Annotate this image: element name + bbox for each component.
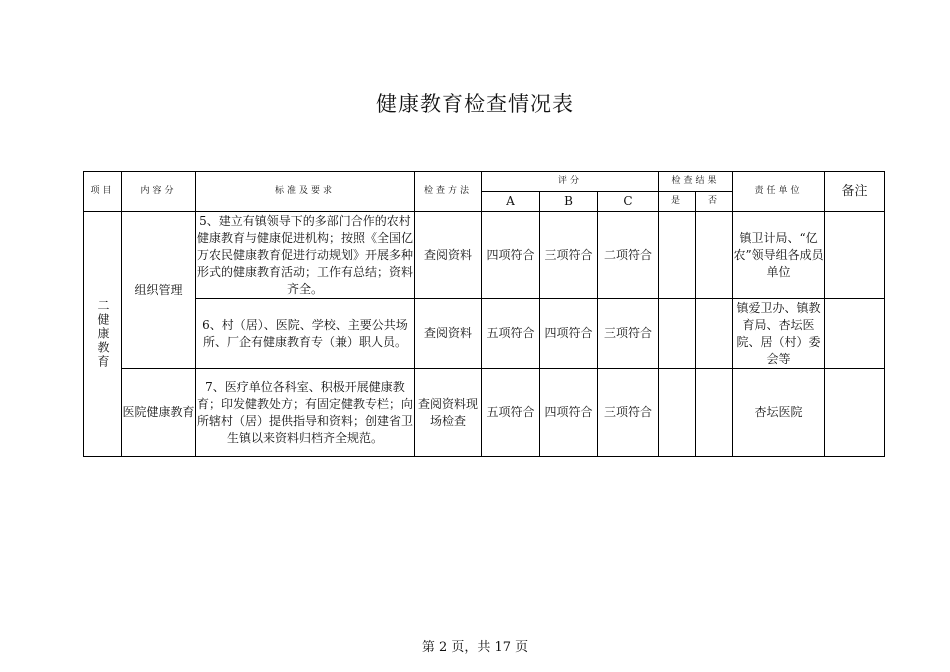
header-result: 检查结果 xyxy=(659,172,733,192)
header-responsible: 责任单位 xyxy=(733,172,825,212)
header-remarks: 备注 xyxy=(825,172,885,212)
grade-c-cell: 二项符合 xyxy=(598,212,659,299)
result-yes-cell xyxy=(659,212,696,299)
grade-b-cell: 四项符合 xyxy=(540,299,598,369)
remarks-cell xyxy=(825,369,885,457)
header-result-2: 否 xyxy=(696,192,733,212)
method-cell: 查阅资料现场检查 xyxy=(415,369,482,457)
standard-cell: 5、建立有镇领导下的多部门合作的农村健康教育与健康促进机构；按照《全国亿万农民健康教育促进行动规划》开展多种形式的健康教育活动；工作有总结；资料齐全。 xyxy=(196,212,415,299)
page-title: 健康教育检查情况表 xyxy=(376,92,574,116)
grade-b-cell: 四项符合 xyxy=(540,369,598,457)
responsible-cell: 镇卫计局、“亿农”领导组各成员单位 xyxy=(733,212,825,299)
standard-cell: 6、村（居）、医院、学校、主要公共场所、厂企有健康教育专（兼）职人员。 xyxy=(196,299,415,369)
grade-a-cell: 五项符合 xyxy=(482,299,540,369)
header-item: 内容分 xyxy=(122,172,196,212)
method-cell: 查阅资料 xyxy=(415,299,482,369)
result-yes-cell xyxy=(659,299,696,369)
page-footer: 第 2 页，共 17 页 xyxy=(421,640,529,655)
grade-c-cell: 三项符合 xyxy=(598,369,659,457)
header-grade-a: A xyxy=(482,192,540,212)
result-no-cell xyxy=(696,299,733,369)
header-row-1 xyxy=(84,172,885,192)
group-name-cell: 医院健康教育 xyxy=(122,369,196,457)
header-method: 检查方法 xyxy=(415,172,482,212)
result-yes-cell xyxy=(659,369,696,457)
result-no-cell xyxy=(696,212,733,299)
grade-a-cell: 四项符合 xyxy=(482,212,540,299)
grade-a-cell: 五项符合 xyxy=(482,369,540,457)
responsible-cell: 杏坛医院 xyxy=(733,369,825,457)
category-cell: 二健康教育 xyxy=(84,212,122,457)
grade-b-cell: 三项符合 xyxy=(540,212,598,299)
table-row xyxy=(84,369,885,457)
header-grade-b: B xyxy=(540,192,598,212)
header-category: 项目 xyxy=(84,172,122,212)
header-grade: 评分 xyxy=(482,172,659,192)
remarks-cell xyxy=(825,299,885,369)
result-no-cell xyxy=(696,369,733,457)
table-row xyxy=(84,299,885,369)
group-name-cell: 组织管理 xyxy=(122,212,196,369)
inspection-table xyxy=(83,171,885,457)
header-standard: 标准及要求 xyxy=(196,172,415,212)
responsible-cell: 镇爱卫办、镇教育局、杏坛医院、居（村）委会等 xyxy=(733,299,825,369)
standard-cell: 7、医疗单位各科室、积极开展健康教育；印发健教处方；有固定健教专栏；向所辖村（居）提供指导和资料；创建省卫生镇以来资料归档齐全规范。 xyxy=(196,369,415,457)
header-result-1: 是 xyxy=(659,192,696,212)
grade-c-cell: 三项符合 xyxy=(598,299,659,369)
table-row xyxy=(84,212,885,299)
remarks-cell xyxy=(825,212,885,299)
header-grade-c: C xyxy=(598,192,659,212)
method-cell: 查阅资料 xyxy=(415,212,482,299)
